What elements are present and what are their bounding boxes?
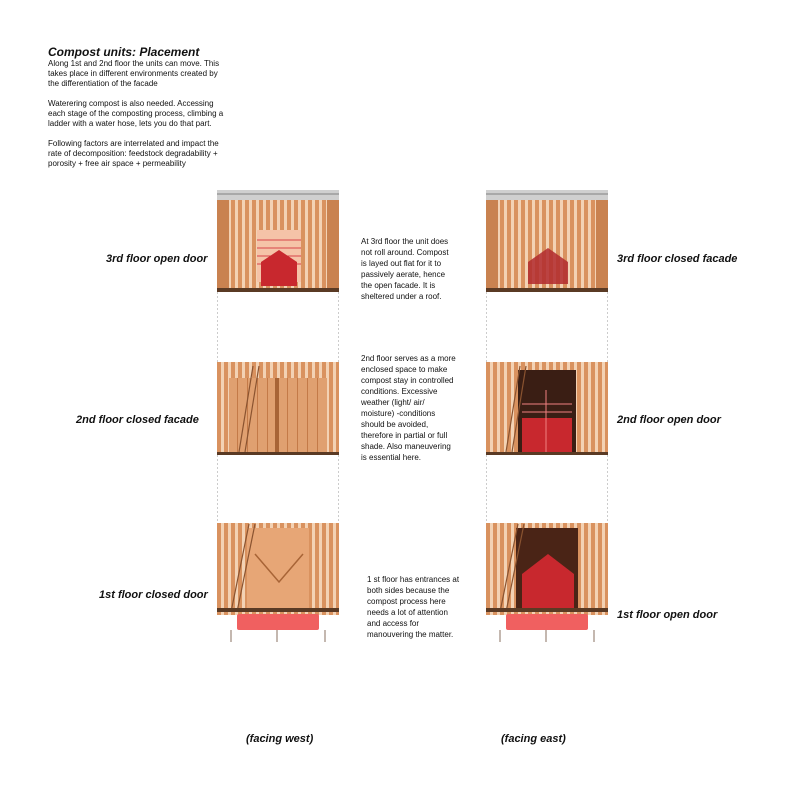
facing-east-label: (facing east) <box>501 733 566 745</box>
east-connector-upper <box>486 292 608 362</box>
intro-paragraph-2: Waterering compost is also needed. Accessing each stage of the composting process, climbing a ladder with a water hose, lets you do that part. <box>48 99 224 128</box>
intro-paragraph-1: Along 1st and 2nd floor the units can move. This takes place in different environments created by the differentiation of the facade <box>48 59 220 88</box>
east-floor2-unit <box>486 362 608 455</box>
east-floor1-unit <box>486 523 608 642</box>
east-floor3-label: 3rd floor closed facade <box>617 253 738 265</box>
roof-west <box>217 190 339 200</box>
intro-text <box>48 59 228 179</box>
east-elevation <box>486 190 608 660</box>
west-connector-lower <box>217 455 339 523</box>
west-floor2-unit <box>217 362 339 455</box>
east-connector-lower <box>486 455 608 523</box>
west-connector-upper <box>217 292 339 362</box>
west-floor1-unit <box>217 523 339 642</box>
east-floor3-unit <box>486 200 608 292</box>
roof-east <box>486 190 608 200</box>
east-floor2-label: 2nd floor open door <box>617 414 721 426</box>
page-title: Compost units: Placement <box>48 45 200 59</box>
east-floor1-label: 1st floor open door <box>617 609 718 621</box>
note-floor3: At 3rd floor the unit does not roll around. Compost is layed out flat for it to passively aerate, hence the open facade. It is sheltered under a roof. <box>361 237 449 301</box>
west-elevation <box>217 190 339 660</box>
west-floor1-label: 1st floor closed door <box>99 589 208 601</box>
west-floor2-label: 2nd floor closed facade <box>76 414 199 426</box>
note-floor1: 1 st floor has entrances at both sides because the compost process here needs a lot of attention and access for manouvering the matter. <box>367 575 460 639</box>
facing-west-label: (facing west) <box>246 733 314 745</box>
intro-paragraph-3: Following factors are interrelated and impact the rate of decomposition: feedstock degradability + porosity + free air space + permeability <box>48 139 219 168</box>
west-floor3-label: 3rd floor open door <box>106 253 208 265</box>
note-floor2: 2nd floor serves as a more enclosed space to make compost stay in controlled conditions. Excessive weather (light/ air/ moisture) -conditions should be avoided, therefore in partial or full shade. Also maneuvering is essential here. <box>361 354 456 462</box>
west-floor3-unit <box>217 200 339 292</box>
